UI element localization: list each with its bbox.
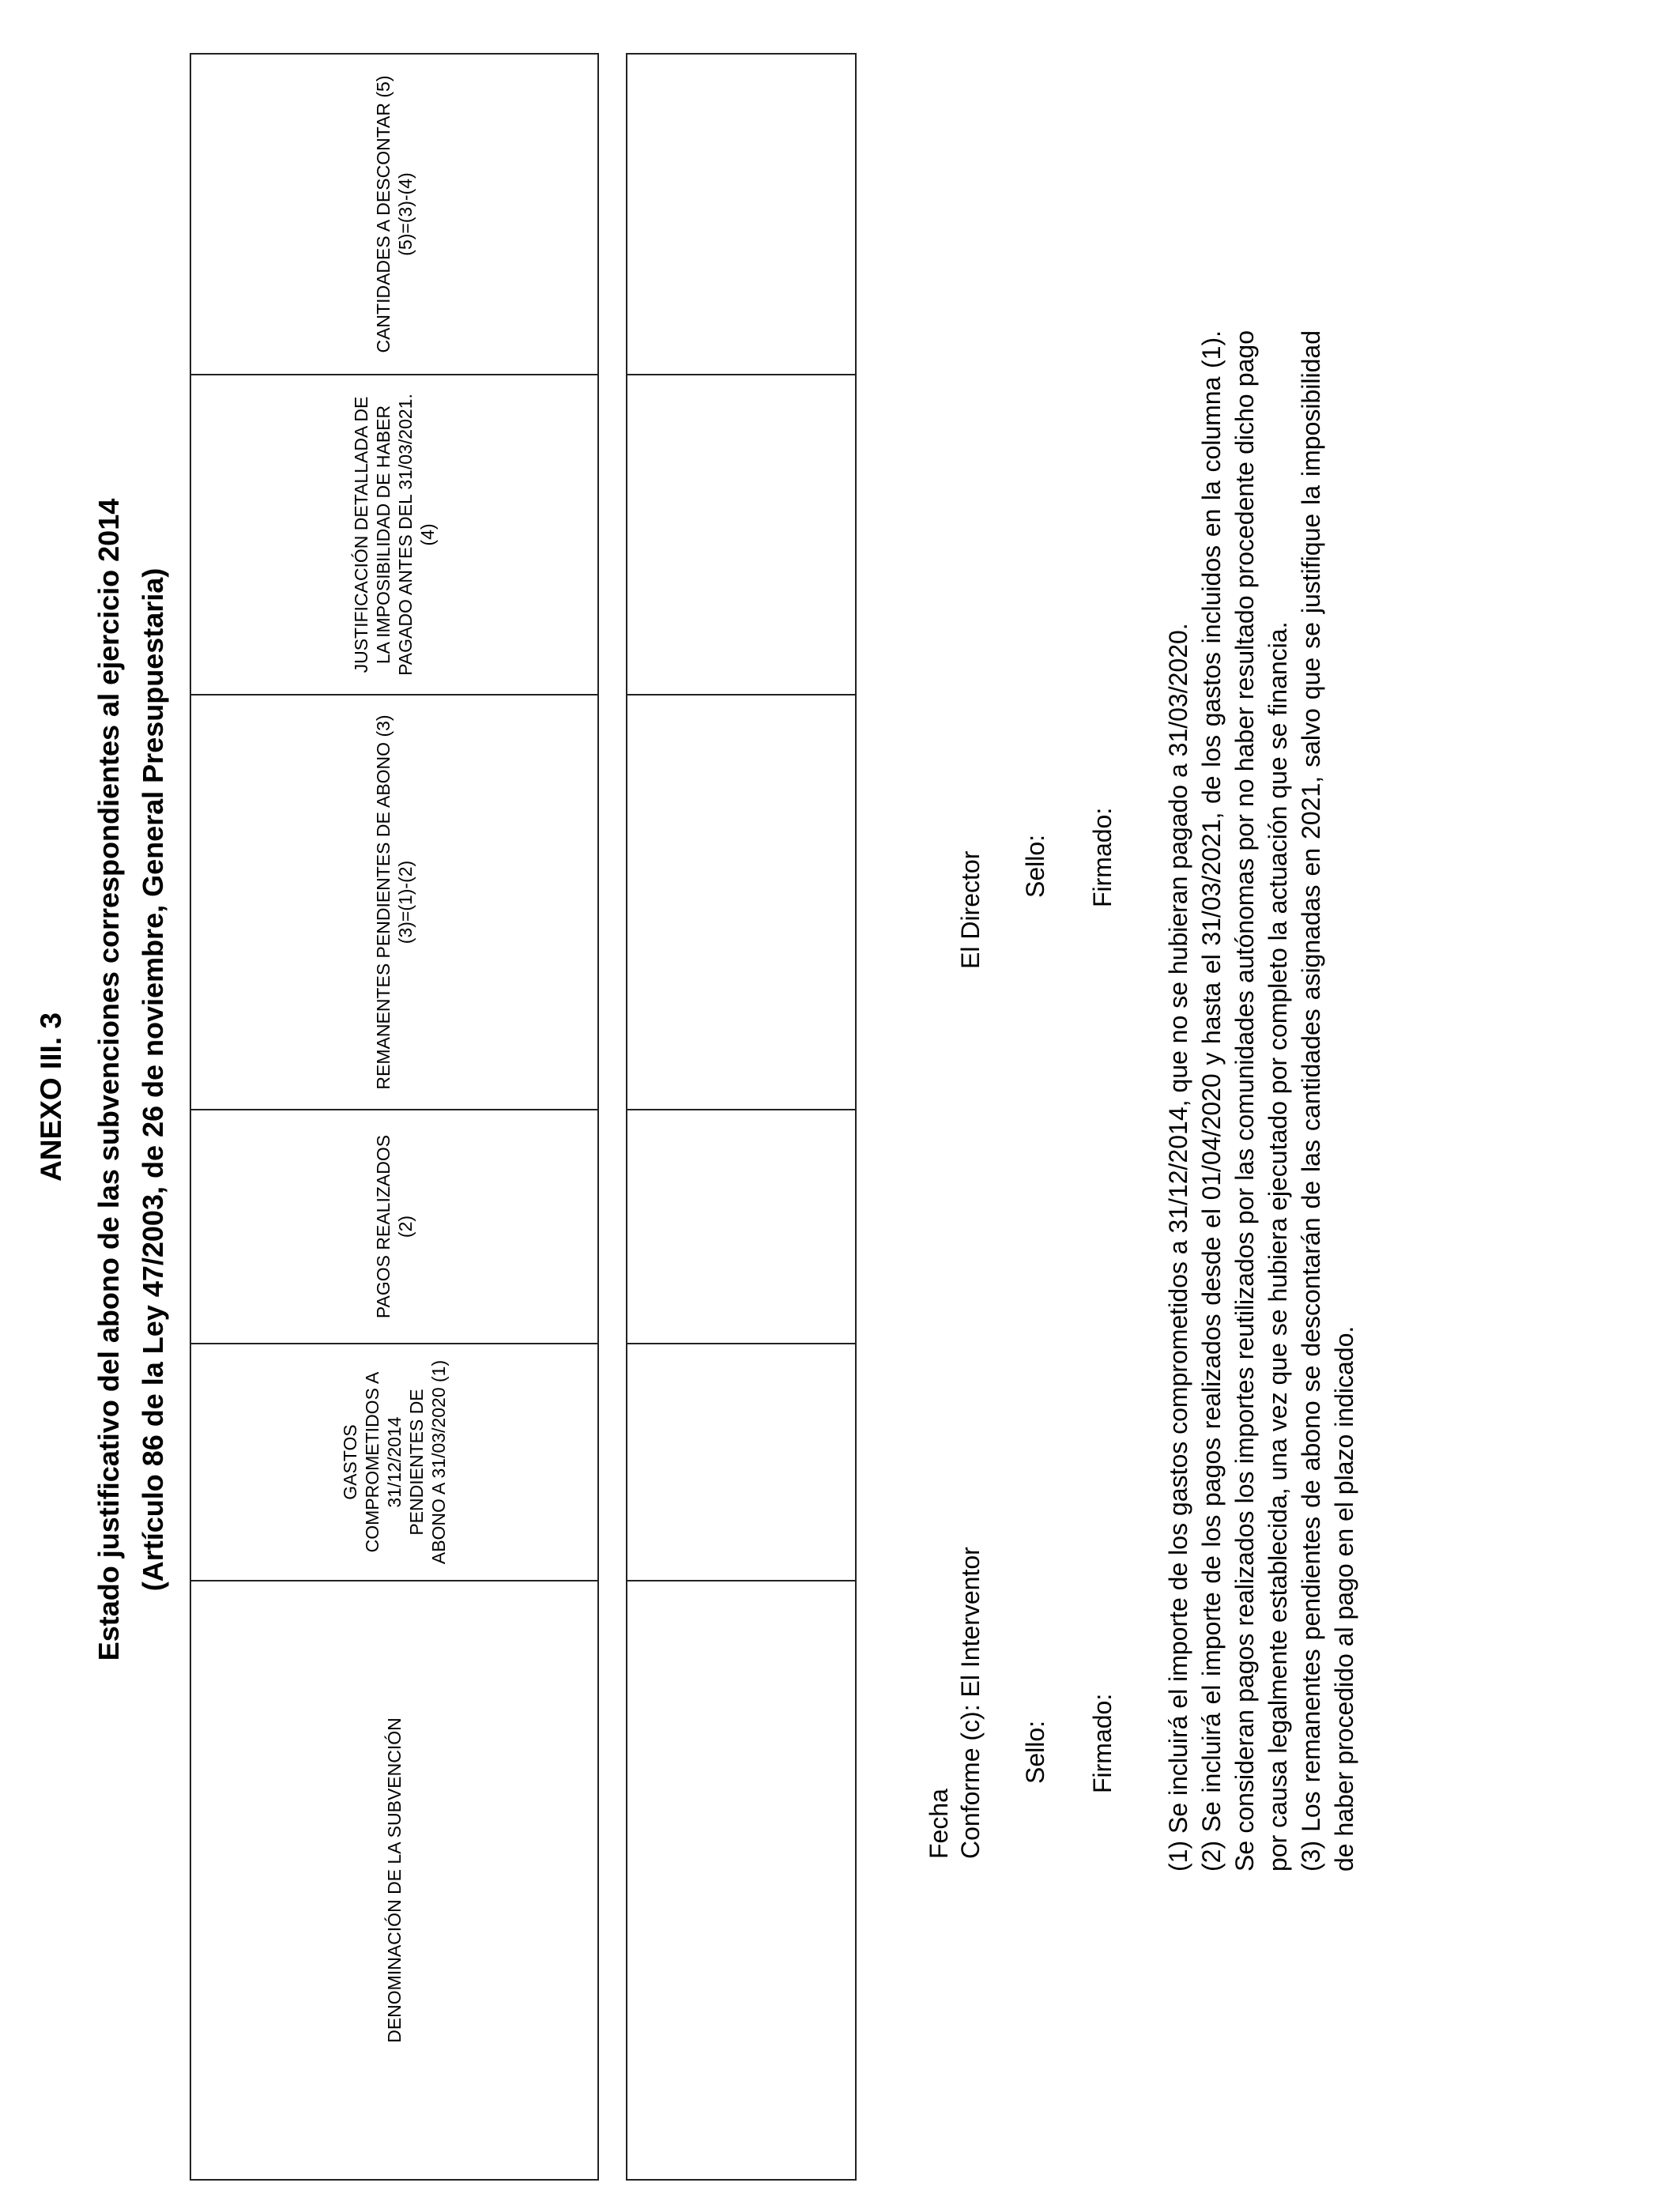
sello-left-label: Sello:	[1021, 1720, 1049, 1784]
header-gastos-comprometidos: GASTOS COMPROMETIDOS A 31/12/2014 PENDIENTES DE ABONO A 31/03/2020 (1)	[190, 1344, 598, 1581]
cell-remanentes[interactable]	[627, 695, 856, 1110]
firmado-right-label: Firmado:	[1088, 807, 1117, 907]
cell-justificacion[interactable]	[627, 375, 856, 695]
document-heading	[87, 123, 175, 2036]
footnote-1: (1) Se incluirá el importe de los gastos comprometidos a 31/12/2014, que no se hubieran pagado a 31/03/2020.	[1164, 623, 1192, 1872]
entry-table	[626, 53, 857, 2181]
annex-title: ANEXO III. 3	[35, 1012, 67, 1182]
sello-right-label: Sello:	[1021, 834, 1049, 898]
header-pagos-realizados: PAGOS REALIZADOS (2)	[190, 1110, 598, 1344]
interventor-label: Conforme (c): El Interventor	[956, 1547, 985, 1859]
heading-line-1: Estado justificativo del abono de las subvenciones correspondientes al ejercicio 2014	[92, 498, 125, 1661]
director-label: El Director	[956, 850, 985, 969]
header-cantidades-descontar: CANTIDADES A DESCONTAR (5) (5)=(3)-(4)	[190, 54, 598, 375]
header-table	[190, 53, 599, 2181]
header-justificacion: JUSTIFICACIÓN DETALLADA DE LA IMPOSIBILIDAD DE HABER PAGADO ANTES DEL 31/03/2021. (4)	[190, 375, 598, 695]
header-row	[190, 54, 598, 2180]
firmado-left-label: Firmado:	[1088, 1693, 1117, 1793]
cell-gastos-comprometidos[interactable]	[627, 1344, 856, 1581]
fecha-label: Fecha	[925, 1789, 953, 1859]
table-row	[627, 54, 856, 2180]
footnotes	[1162, 330, 1361, 1872]
cell-cantidades-descontar[interactable]	[627, 54, 856, 375]
cell-denominacion[interactable]	[627, 1581, 856, 2180]
cell-pagos-realizados[interactable]	[627, 1110, 856, 1344]
footnote-2: (2) Se incluirá el importe de los pagos realizados desde el 01/04/2020 y hasta el 31/03/2021, de los gastos incluidos en la columna (1). Se consideran pagos realizados los importes reutilizados por las comunidades autónomas por no haber resultado procedente dicho pago por causa legalmente establecida, una vez que se hubiera ejecutado por completo la actuación que se financia.	[1197, 330, 1292, 1872]
heading-line-2: (Artículo 86 de la Ley 47/2003, de 26 de noviembre, General Presupuestaria)	[137, 567, 169, 1592]
header-denominacion: DENOMINACIÓN DE LA SUBVENCIÓN	[190, 1581, 598, 2180]
header-remanentes: REMANENTES PENDIENTES DE ABONO (3) (3)=(1)-(2)	[190, 695, 598, 1110]
footnote-3: (3) Los remanentes pendientes de abono se descontarán de las cantidades asignadas en 2021, salvo que se justifique la imposibilidad de haber procedido al pago en el plazo indicado.	[1297, 330, 1358, 1872]
